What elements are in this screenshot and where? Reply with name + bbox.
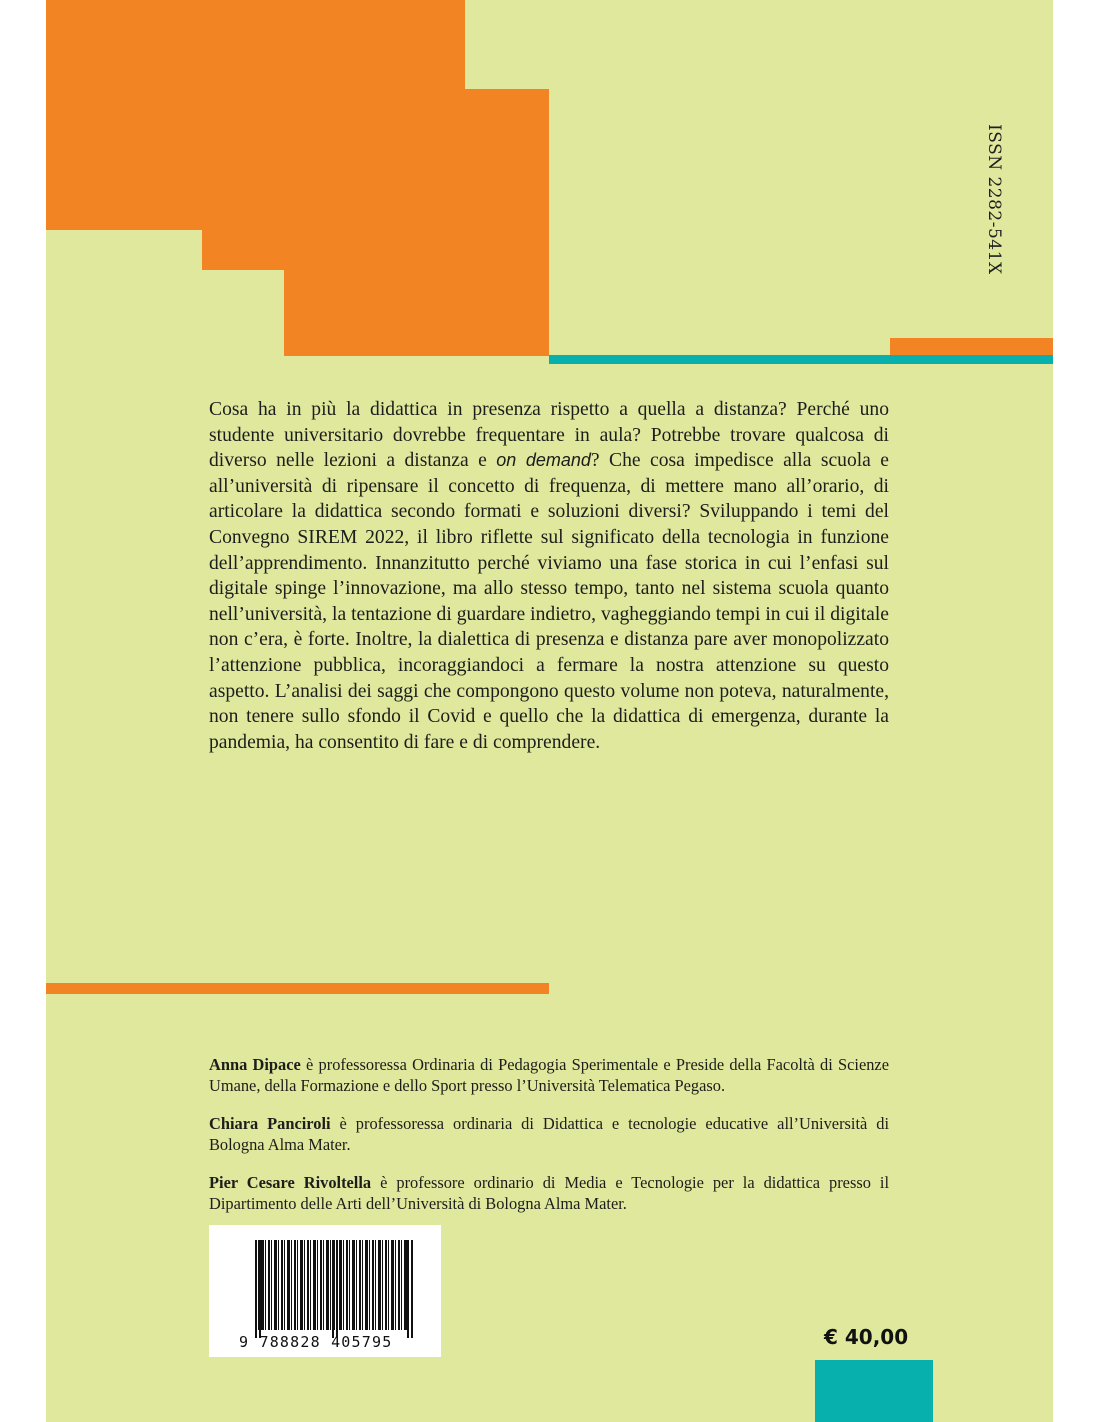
barcode-number: 9 788828 405795 [239, 1333, 393, 1351]
teal-block-bottom [815, 1360, 933, 1422]
barcode [209, 1225, 441, 1357]
orange-strip-right [890, 338, 1053, 355]
back-cover [46, 0, 1053, 1422]
issn-label: ISSN 2282-541X [984, 124, 1004, 275]
author-bio [209, 1113, 889, 1155]
price-label: € 40,00 [824, 1325, 909, 1349]
orange-block-upper [46, 89, 549, 230]
author-name: Anna Dipace [209, 1055, 301, 1074]
blurb-part-1: Cosa ha in più la didattica in presenza rispetto a quella a distanza? Perché uno studente universitario dovrebbe frequentare in aula? Potrebbe trovare qualcosa di diverso nelle lezioni a distanza e [209, 399, 889, 472]
blurb-part-2: ? Che cosa impedisce alla scuola e all’università di ripensare il concetto di frequenza, di mettere mano all’orario, di articolare la didattica secondo formati e soluzioni diversi? Sviluppando i temi del Convegno SIREM 2022, il libro riflette sul significato della tecnologia in funzione dell’apprendimento. Innanzitutto perché viviamo una fase storica in cui l’enfasi sul digitale spinge l’innovazione, ma allo stesso tempo, tanto nel sistema scuola quanto nell’università, la tentazione di guardare indietro, vagheggiando tempi in cui il digitale non c’era, è forte. Inoltre, la dialettica di presenza e distanza pare aver monopolizzato l’attenzione pubblica, incoraggiandoci a fermare la nostra attenzione su questo aspetto. L’analisi dei saggi che compongono questo volume non poteva, naturalmente, non tenere sullo sfondo il Covid e quello che la didattica di emergenza, durante la pandemia, ha consentito di fare e di comprendere. [209, 450, 890, 753]
blurb-italic: on demand [496, 450, 591, 471]
barcode-bars [255, 1240, 413, 1330]
author-bio [209, 1054, 889, 1096]
author-description: è professore ordinario di Media e Tecnologie per la didattica presso il Dipartimento delle Arti dell’Università di Bologna Alma Mater. [209, 1173, 890, 1213]
author-name: Pier Cesare Rivoltella [209, 1173, 372, 1192]
orange-block-top [46, 0, 465, 89]
author-description: è professoressa ordinaria di Didattica e tecnologie educative all’Università di Bologna Alma Mater. [209, 1114, 890, 1154]
orange-block-lower [284, 270, 549, 356]
author-bios [209, 1054, 889, 1231]
blurb-text [209, 397, 889, 755]
orange-divider [46, 983, 549, 994]
author-description: è professoressa Ordinaria di Pedagogia Sperimentale e Preside della Facoltà di Scienze Umane, della Formazione e dello Sport presso l’Università Telematica Pegaso. [209, 1055, 889, 1095]
teal-strip [549, 355, 1053, 364]
author-name: Chiara Panciroli [209, 1114, 331, 1133]
orange-block-middle [202, 230, 549, 270]
author-bio [209, 1172, 889, 1214]
